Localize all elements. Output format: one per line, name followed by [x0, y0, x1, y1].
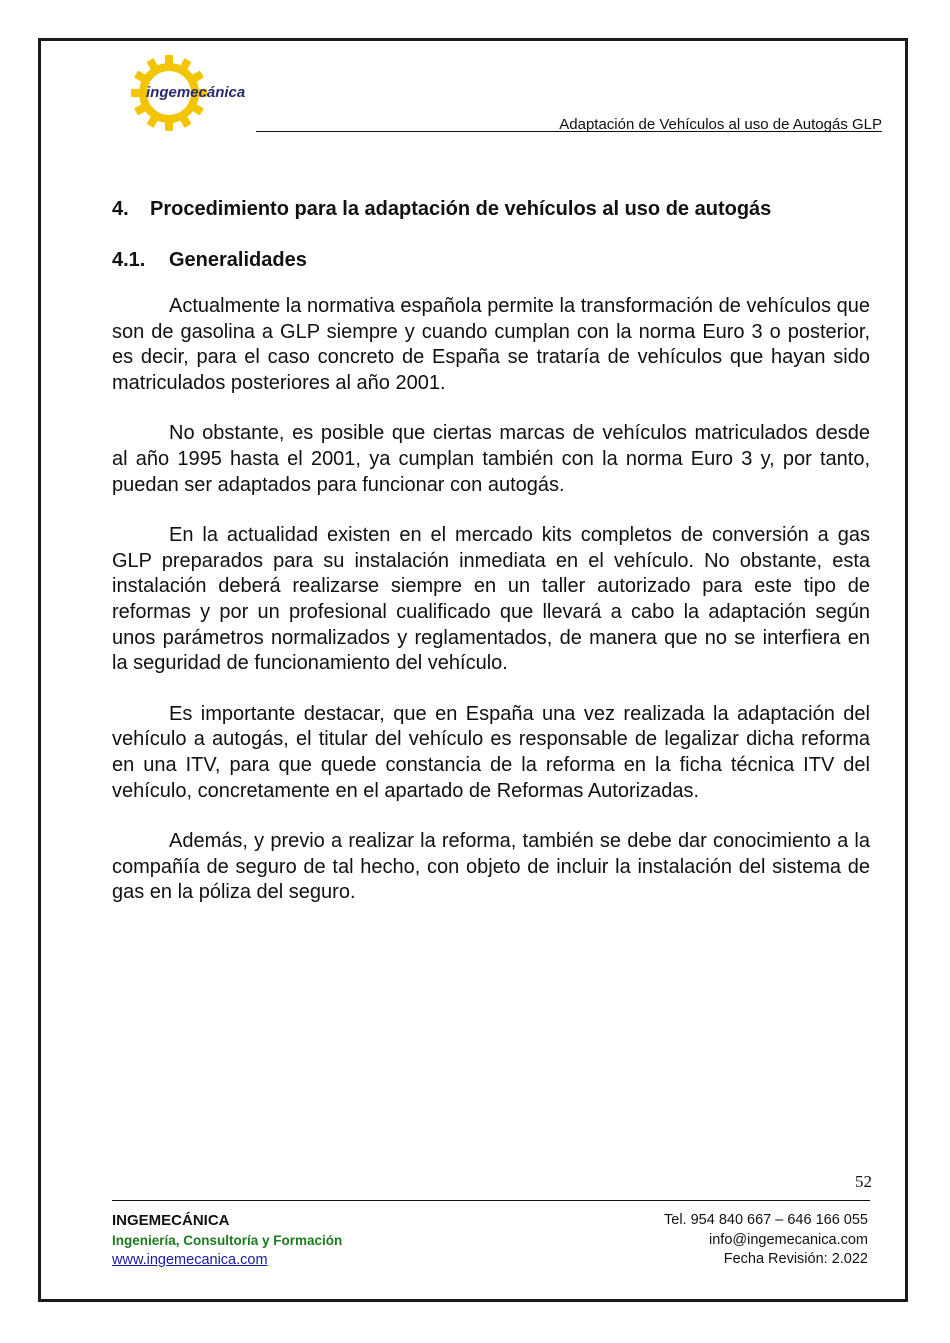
paragraph: En la actualidad existen en el mercado kits completos de conversión a gas GLP preparados para su instalación inmediata en el vehículo. No obstante, esta instalación deberá realizarse siempre en un taller autorizado para este tipo de reformas y por un profesional cualificado que llevará a cabo la adaptación según unos parámetros normalizados y reglamentados, de manera que no se interfiera en la seguridad de funcionamiento del vehículo. — [112, 524, 870, 675]
footer-company-name: INGEMECÁNICA — [112, 1212, 230, 1229]
page-number: 52 — [855, 1172, 872, 1191]
paragraph: Además, y previo a realizar la reforma, también se debe dar conocimiento a la compañía de seguro de tal hecho, con objeto de incluir la instalación del sistema de gas en la póliza del seguro. — [112, 830, 870, 904]
company-logo — [128, 52, 268, 134]
header-title: Adaptación de Vehículos al uso de Autogás GLP — [559, 116, 882, 133]
footer-revision-date: Fecha Revisión: 2.022 — [723, 1251, 868, 1267]
subsection-heading — [112, 249, 870, 272]
section-heading — [112, 198, 870, 221]
footer-phone: Tel. 954 840 667 – 646 166 055 — [664, 1212, 868, 1228]
footer-email: info@ingemecanica.com — [709, 1231, 868, 1248]
paragraph: No obstante, es posible que ciertas marcas de vehículos matriculados desde al año 1995 hasta el 2001, ya cumplan también con la norma Euro 3 y, por tanto, puedan ser adaptados para funcionar con autogás. — [112, 422, 870, 496]
footer-tagline: Ingeniería, Consultoría y Formación — [112, 1232, 343, 1248]
footer-website-link[interactable]: www.ingemecanica.com — [112, 1252, 268, 1268]
footer-company-info — [112, 1211, 342, 1271]
section-title: Procedimiento para la adaptación de vehículos al uso de autogás — [150, 198, 772, 220]
footer-contact-info — [664, 1211, 868, 1270]
section-number: 4. — [112, 198, 129, 220]
logo-text: ingemecánica — [146, 84, 246, 101]
subsection-title: Generalidades — [169, 249, 307, 271]
header-divider — [256, 131, 882, 132]
paragraph: Actualmente la normativa española permite la transformación de vehículos que son de gasolina a GLP siempre y cuando cumplan con la norma Euro 3 o posterior, es decir, para el caso concreto de España se trataría de vehículos que hayan sido matriculados posteriores al año 2001. — [112, 295, 870, 394]
subsection-number: 4.1. — [112, 249, 146, 271]
document-body — [112, 198, 870, 931]
footer-divider — [112, 1200, 870, 1201]
paragraph: Es importante destacar, que en España una vez realizada la adaptación del vehículo a autogás, el titular del vehículo es responsable de legalizar dicha reforma en una ITV, para que quede constancia de la reforma en la ficha técnica ITV del vehículo, concretamente en el apartado de Reformas Autorizadas. — [112, 702, 870, 802]
